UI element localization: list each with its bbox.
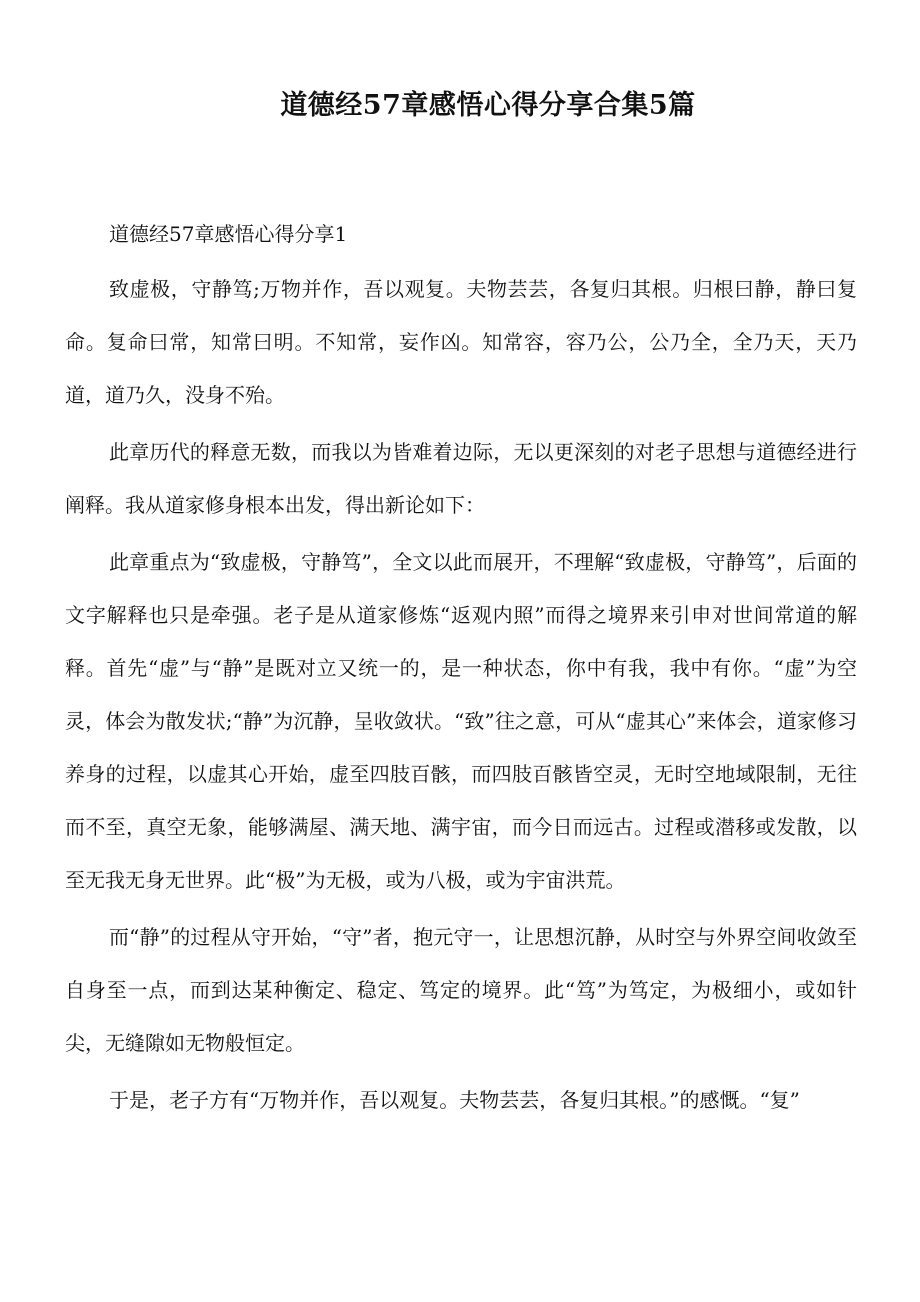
paragraph-4: 而“静”的过程从守开始，“守”者，抱元守一，让思想沉静，从时空与外界空间收敛至自身至一点，而到达某种衡定、稳定、笃定的境界。此“笃”为笃定，为极细小，或如针尖，无缝隙如无物般恒定。: [65, 925, 857, 1055]
document-title: 道德经57章感悟心得分享合集5篇: [280, 90, 696, 121]
paragraph-3: 此章重点为“致虚极，守静笃”，全文以此而展开，不理解“致虚极，守静笃”，后面的文字解释也只是牵强。老子是从道家修炼“返观内照”而得之境界来引申对世间常道的解释。首先“虚”与“静”是既对立又统一的，是一种状态，你中有我，我中有你。“虚”为空灵，体会为散发状;“静”为沉静，呈收敛状。“致”往之意，可从“虚其心”来体会，道家修习养身的过程，以虚其心开始，虚至四肢百骸，而四肢百骸皆空灵，无时空地域限制，无往而不至，真空无象，能够满屋、满天地、满宇宙，而今日而远古。过程或潜移或发散，以至无我无身无世界。此“极”为无极，或为八极，或为宇宙洪荒。: [65, 550, 857, 892]
paragraph-2: 此章历代的释意无数，而我以为皆难着边际，无以更深刻的对老子思想与道德经进行阐释。我从道家修身根本出发，得出新论如下：: [65, 440, 857, 517]
paragraph-1: 致虚极，守静笃;万物并作，吾以观复。夫物芸芸，各复归其根。归根曰静，静曰复命。复命曰常，知常曰明。不知常，妄作凶。知常容，容乃公，公乃全，全乃天，天乃道，道乃久，没身不殆。: [65, 277, 857, 407]
paragraph-5: 于是，老子方有“万物并作，吾以观复。夫物芸芸，各复归其根。”的感慨。“复”: [109, 1088, 800, 1112]
section-heading: 道德经57章感悟心得分享1: [109, 222, 348, 246]
document-body: [65, 208, 857, 1131]
